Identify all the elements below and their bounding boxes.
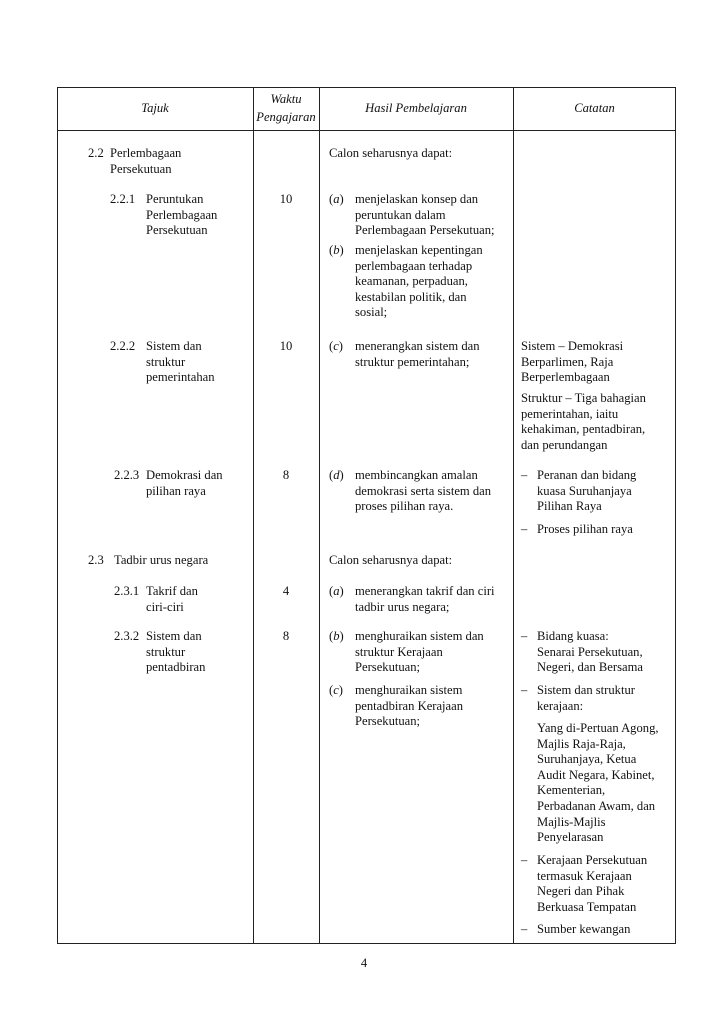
section-title: Tadbir urus negara	[114, 553, 209, 567]
note-text: Proses pilihan raya	[537, 522, 633, 536]
outcome-text: menjelaskan konsep dan peruntukan dalam Perlembagaan Persekutuan;	[355, 192, 495, 238]
header-tajuk: Tajuk	[141, 101, 169, 115]
note-dash: –	[521, 522, 528, 536]
header-divider	[57, 130, 676, 131]
subsection-number: 2.3.2	[114, 629, 140, 643]
outcome-label: (d)	[329, 468, 344, 482]
note-text: Peranan dan bidang kuasa Suruhanjaya Pilihan Raya	[537, 468, 637, 514]
section-number: 2.2	[88, 146, 104, 160]
section-title: Perlembagaan Persekutuan	[110, 146, 182, 176]
subsection-number: 2.2.2	[110, 339, 136, 353]
note-text: Bidang kuasa: Senarai Persekutuan, Negeri, dan Bersama	[537, 629, 643, 675]
subsection-number: 2.3.1	[114, 584, 140, 598]
column-divider	[513, 87, 514, 944]
header-catatan: Catatan	[574, 101, 615, 115]
outcome-text: menghuraikan sistem pentadbiran Kerajaan Persekutuan;	[355, 683, 464, 729]
note-dash: –	[521, 922, 528, 936]
column-divider	[253, 87, 254, 944]
outcome-text: membincangkan amalan demokrasi serta sistem dan proses pilihan raya.	[355, 468, 492, 514]
outcome-text: menerangkan sistem dan struktur pemerintahan;	[355, 339, 480, 369]
header-hasil-pembelajaran: Hasil Pembelajaran	[365, 101, 467, 115]
outcome-label: (b)	[329, 629, 344, 643]
outcome-text: menerangkan takrif dan ciri tadbir urus negara;	[355, 584, 495, 614]
teaching-hours: 4	[282, 584, 290, 598]
note-text: Struktur – Tiga bahagian pemerintahan, iaitu kehakiman, pentadbiran, dan perundangan	[521, 391, 646, 452]
outcome-label: (a)	[329, 192, 344, 206]
note-text: Sumber kewangan	[537, 922, 631, 936]
teaching-hours: 8	[282, 629, 290, 643]
page-number: 4	[360, 956, 368, 970]
outcome-text: menjelaskan kepentingan perlembagaan terhadap keamanan, perpaduan, kestabilan politik, dan sosial;	[355, 243, 483, 320]
column-divider	[319, 87, 320, 944]
outcome-label: (a)	[329, 584, 344, 598]
subsection-title: Demokrasi dan pilihan raya	[146, 468, 223, 498]
header-waktu: Waktu Pengajaran	[256, 92, 316, 124]
note-text: Sistem dan struktur kerajaan:	[537, 683, 635, 713]
outcome-label: (c)	[329, 683, 343, 697]
learning-intro: Calon seharusnya dapat:	[329, 146, 453, 160]
subsection-number: 2.2.3	[114, 468, 140, 482]
subsection-title: Peruntukan Perlembagaan Persekutuan	[146, 192, 218, 238]
note-dash: –	[521, 629, 528, 643]
teaching-hours: 10	[279, 339, 293, 353]
subsection-title: Sistem dan struktur pentadbiran	[146, 629, 206, 675]
section-number: 2.3	[88, 553, 104, 567]
outcome-text: menghuraikan sistem dan struktur Kerajaan Persekutuan;	[355, 629, 484, 675]
note-text: Sistem – Demokrasi Berparlimen, Raja Berperlembagaan	[521, 339, 624, 385]
note-text: Kerajaan Persekutuan termasuk Kerajaan Negeri dan Pihak Berkuasa Tempatan	[537, 853, 648, 914]
note-dash: –	[521, 683, 528, 697]
note-list: Yang di-Pertuan Agong, Majlis Raja-Raja, Suruhanjaya, Ketua Audit Negara, Kabinet, Kementerian, Perbadanan Awam, dan Majlis-Majlis Penyelarasan	[537, 721, 659, 845]
outcome-label: (b)	[329, 243, 344, 257]
outcome-label: (c)	[329, 339, 343, 353]
subsection-title: Sistem dan struktur pemerintahan	[146, 339, 215, 385]
subsection-title: Takrif dan ciri-ciri	[146, 584, 198, 614]
learning-intro: Calon seharusnya dapat:	[329, 553, 453, 567]
teaching-hours: 8	[282, 468, 290, 482]
note-dash: –	[521, 853, 528, 867]
teaching-hours: 10	[279, 192, 293, 206]
note-dash: –	[521, 468, 528, 482]
subsection-number: 2.2.1	[110, 192, 136, 206]
